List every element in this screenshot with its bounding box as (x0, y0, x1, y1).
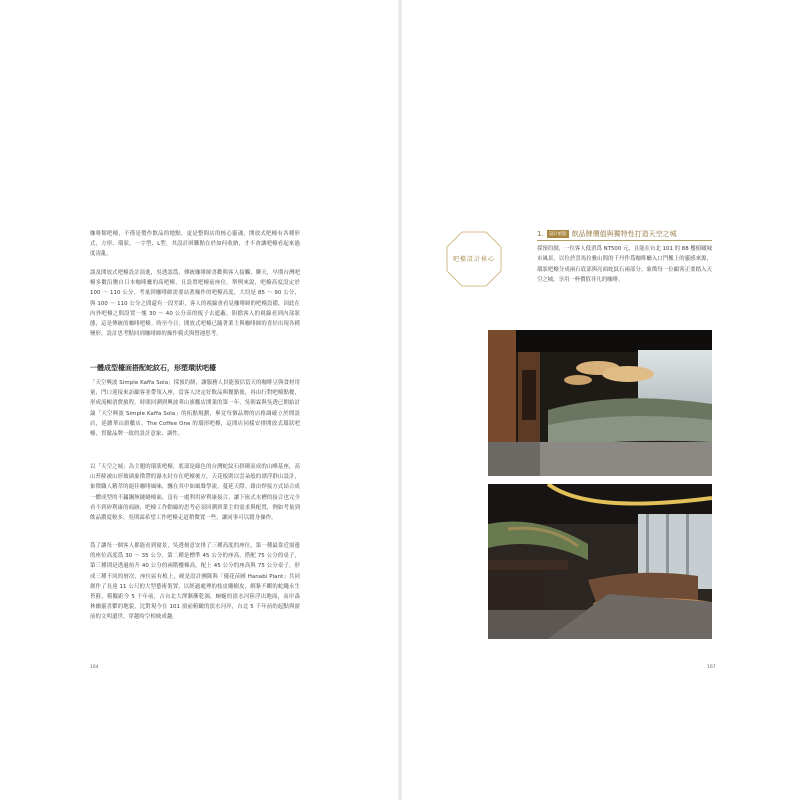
heading-number: 1. (537, 230, 544, 238)
heading-title: 飲品牌價值與獨特性打造天空之城 (571, 230, 677, 238)
heading-tag: 設計重點 (548, 232, 567, 237)
page-number-left: 164 (90, 665, 99, 670)
body-paragraph-3: 「天空興波 Simple Kaffa Sola」採預約制，讓服務人員能預估當天的咖啡豆與食材用量，門口迎接來訪顧客並帶領入座，當客人決定好飲品與餐點後，再由行對吧檯點餐，形成流暢消費旅程。時間回溯到興波華山旗艦店開業的第一年，吳則霖與吳透已開始討論「天空興波 Simple Kaffa Sola」的拓點規劃，畢竟每個品牌的店格調確立於開設店，延續華山旗艦店、The Coffee One 的環形吧檯，這間店同樣安排開放式環狀吧檯，貫徹品牌一致的設計意象、調性。 (90, 380, 300, 438)
body-paragraph-5: 爲了讓每一個客人都能看到窗景，吳透刻意安排了三種高度的座位，第一種最靠近窗邊的座位高度爲 30 ～ 35 公分，第二種是標準 45 公分的座高，搭配 75 公分的桌子，第三種則是透過抬升 40 公分的兩階樓梯高，配上 45 公分的座高與 75 公分桌子，形成三種不同的層次，座位區有植上，硬是設計團隊與「優花苗圃 Hanabi Plant」共同創作了長達 11 公尺的大型藝術裝置，以經過處理的枝皮雕樹皮，綁紮不斷的蛇繩永生苔蘚，模擬距今 5 千年前，古台北大澤漸漸乾涸，蜿蜒的淡水河陸浮出地面，而岸森林幽靈喜鬱的地貌，比對現今在 101 窗前俯瞰的淡水河岸，台北 5 千年前的起點與窗前的文明遺世，穿越時空相映成趣。 (90, 543, 300, 621)
body-paragraph-1: 咖啡館吧檯，不僅是製作飲品的地點，更是整間店的核心靈魂，開放式吧檯有各種形式，方形、環狀、一字型、L型，其設計困難點在於如何收納，才不會讓吧檯看起來過度凌亂。 (90, 231, 300, 258)
body-paragraph-4: 以「天空之城」為主題的環狀吧檯，底部是綠色的台灣蛇紋石拼砌而成的山峰基座，高山苔蘚被山形玻璃象徵帶的瀑水封存在吧檯後方，天花板則以雲朵般的漂浮群山設計，象徵職人精萃的絕佳咖啡風味，飄在其中如風聲學流，蔓延天際。藉由焊接方式結合成一體成型的不鏽鋼無縫縫檯面，沒有一處利用矽利康接合，讓下嵌式水槽的接合也完全看不到矽利康的痕跡，吧檯工作動線的思考必須回溯到業主的需求與配置，例如考量到飲品濃度較多，吳則霖希望工作吧檯走道稍微寬一些，讓同事可以錯身操作。 (90, 464, 300, 522)
intro-paragraph: 採預約制，一位客人低消爲 NT500 元，且能在台北 101 的 88 樓俯瞰城市風景，以位於喜馬拉雅山間的千丹作爲咖啡廳入口門檻上的靈感來源，環狀吧檯分成兩石底部與亮面蛇紋石兩部分，象徵每一位顧客正要踏入天空之城，享用一杯價值非凡的咖啡。 (537, 246, 712, 283)
seating-area-photo (488, 484, 712, 639)
octagon-label: 吧檯設計核心 (452, 256, 495, 263)
subsection-heading (537, 229, 677, 239)
page-number-right: 167 (707, 665, 716, 670)
cafe-bar-photo (488, 330, 712, 476)
heading-underline (537, 240, 712, 241)
body-paragraph-2: 談及開放式吧檯設計演進，吳透認爲，傳統咖啡師喜歡與客人接觸、聊天，早期台灣吧檯多數沿襲自日本咖啡廳的高吧檯，且設置吧檯前座位。舉例來說，吧檯高度設定於 100 ～ 110 公分，考量到咖啡師需要站著操作的吧檯高度，大約是 85 ～ 90 公分，與 100 ～ 110 公分之間還有一段差距，客人的視線會看見咖啡師的吧檯設備，因此在內外吧檯之間設置一塊 30 ～ 40 公分高的板子去遮蔽，阻擋客人的視線看到內部狀態，這是傳統的咖啡吧檯。時至今日，開放式吧檯已隨著業主與咖啡師的喜好出現各種變形，設計思考點回到咖啡師的操作模式與營運思考。 (90, 270, 300, 338)
section-heading: 一體成型檯面搭配蛇紋石，形塑環狀吧檯 (90, 364, 216, 372)
